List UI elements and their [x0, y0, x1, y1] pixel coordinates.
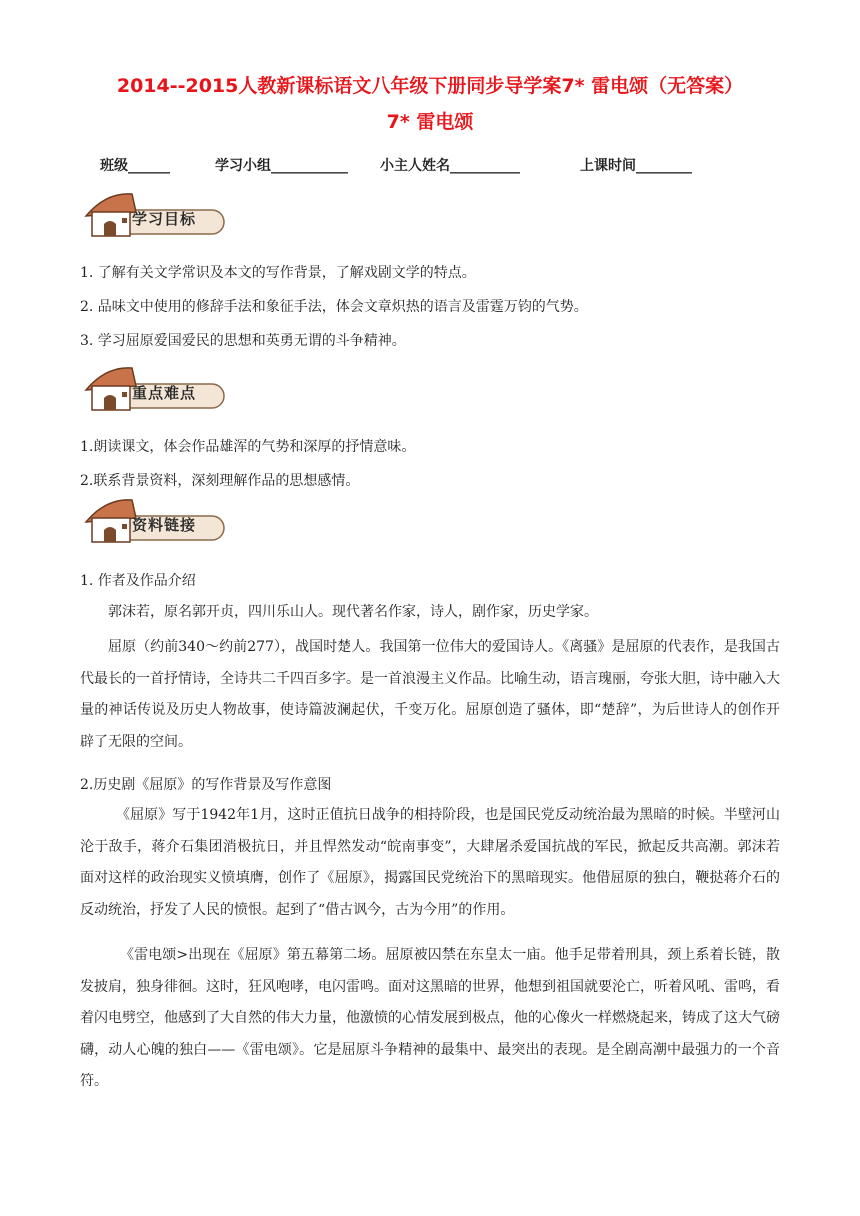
- class-field[interactable]: 班级______: [100, 158, 170, 174]
- key-point-item-2: 2.联系背景资料，深刻理解作品的思想感情。: [80, 473, 360, 489]
- section-label-key-points: 重点难点: [132, 384, 197, 402]
- section-badge-resources: [84, 496, 234, 544]
- resource-heading-2: 2.历史剧《屈原》的写作背景及写作意图: [80, 777, 332, 793]
- resource-heading-1: 1. 作者及作品介绍: [80, 573, 196, 589]
- goal-item-1: 1. 了解有关文学常识及本文的写作背景，了解戏剧文学的特点。: [80, 265, 476, 281]
- goal-item-3: 3. 学习屈原爱国爱民的思想和英勇无谓的斗争精神。: [80, 333, 406, 349]
- goal-item-2: 2. 品味文中使用的修辞手法和象征手法，体会文章炽热的语言及雷霆万钧的气势。: [80, 299, 588, 315]
- key-point-item-1: 1.朗读课文，体会作品雄浑的气势和深厚的抒情意味。: [80, 439, 416, 455]
- section-badge-key-points: [84, 364, 234, 412]
- section-label-goals: 学习目标: [132, 210, 197, 228]
- leader-name-field[interactable]: 小主人姓名__________: [380, 158, 520, 174]
- section-badge-goals: [84, 190, 234, 238]
- document-title: 2014--2015人教新课标语文八年级下册同步导学案7* 雷电颂（无答案）: [116, 75, 744, 97]
- class-time-field[interactable]: 上课时间________: [580, 158, 692, 174]
- section-label-resources: 资料链接: [132, 516, 197, 534]
- paragraph-scene: 《雷电颂>出现在《屈原》第五幕第二场。屈原被囚禁在东皇太一庙。他手足带着刑具，颈上系着长链，散发披肩，独身徘徊。这时，狂风咆哮，电闪雷鸣。面对这黑暗的世界，他想到祖国就要沦亡，听着风吼、雷鸣，看着闪电劈空，他感到了大自然的伟大力量，他激愤的心情发展到极点，他的心像火一样燃烧起来，铸成了这大气磅礴，动人心魄的独白——《雷电颂》。它是屈原斗争精神的最集中、最突出的表现。是全剧高潮中最强力的一个音符。: [80, 947, 780, 1089]
- paragraph-guo-moruo: 郭沫若，原名郭开贞，四川乐山人。现代著名作家，诗人，剧作家，历史学家。: [108, 604, 598, 620]
- paragraph-background: 《屈原》写于1942年1月，这时正值抗日战争的相持阶段，也是国民党反动统治最为黑暗的时候。半壁河山沦于敌手，蒋介石集团消极抗日，并且悍然发动“皖南事变”，大肆屠杀爱国抗战的军民，掀起反共高潮。郭沫若面对这样的政治现实义愤填膺，创作了《屈原》，揭露国民党统治下的黑暗现实。他借屈原的独白，鞭挞蒋介石的反动统治，抒发了人民的愤恨。起到了“借古讽今，古为今用”的作用。: [80, 807, 780, 918]
- study-group-field[interactable]: 学习小组___________: [215, 158, 348, 174]
- paragraph-qu-yuan: 屈原（约前340～约前277），战国时楚人。我国第一位伟大的爱国诗人。《离骚》是屈原的代表作，是我国古代最长的一首抒情诗，全诗共二千四百多字。是一首浪漫主义作品。比喻生动，语言瑰丽，夸张大胆，诗中融入大量的神话传说及历史人物故事，使诗篇波澜起伏，千变万化。屈原创造了骚体，即“楚辞”，为后世诗人的创作开辟了无限的空间。: [80, 639, 780, 750]
- document-subtitle: 7* 雷电颂: [386, 111, 474, 133]
